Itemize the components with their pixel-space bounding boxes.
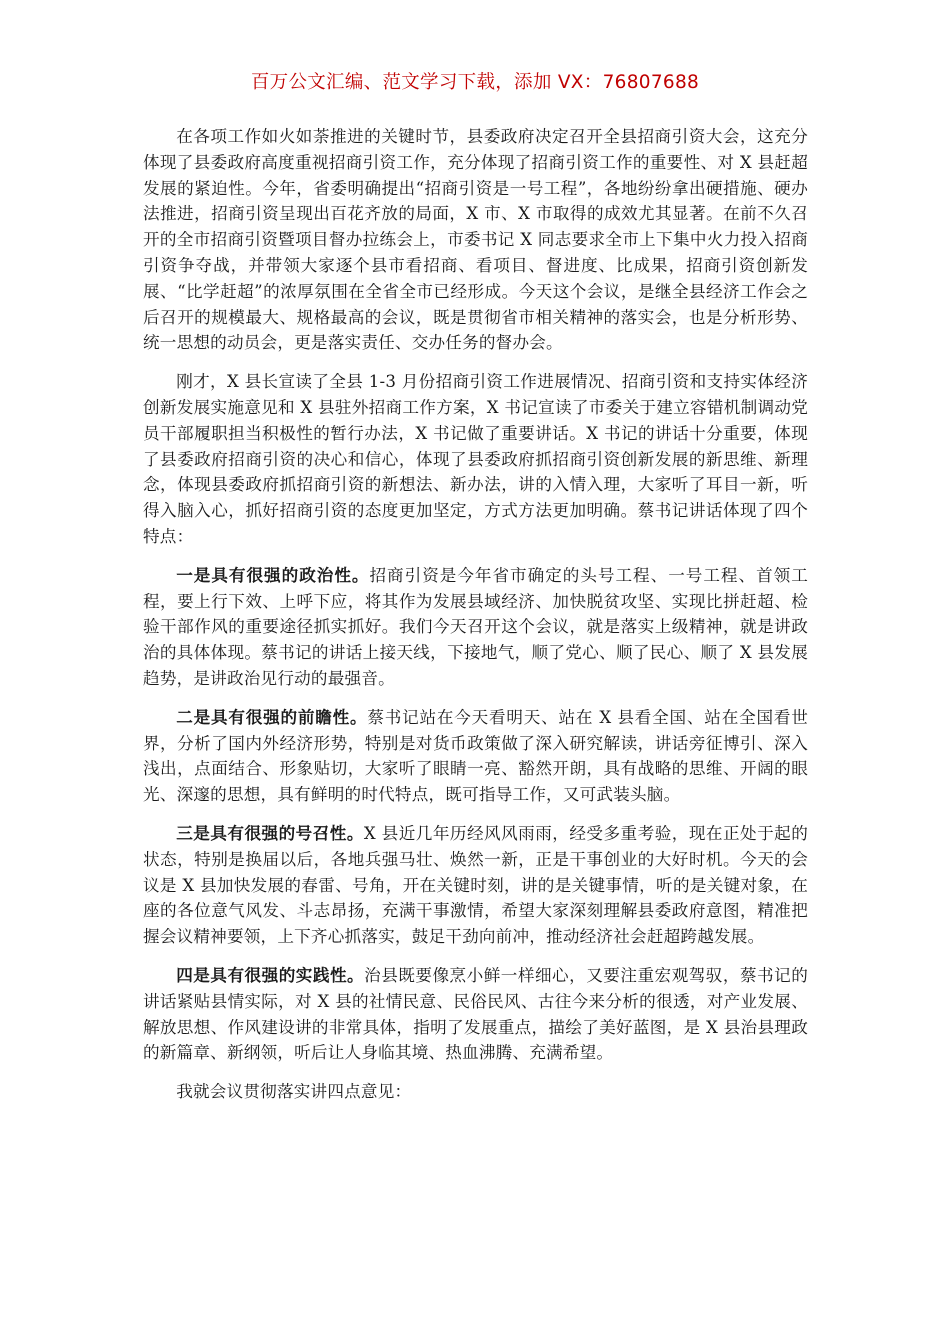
paragraph-text: 在各项工作如火如荼推进的关键时节，县委政府决定召开全县招商引资大会，这充分体现了县委政府高度重视招商引资工作，充分体现了招商引资工作的重要性、对 X 县赶超发展的紧迫性。今年，省委明确提出“招商引资是一号工程”，各地纷纷拿出硬措施、硬办法推进，招商引资呈现出百花齐放的局面，X 市、X 市取得的成效尤其显著。在前不久召开的全市招商引资暨项目督办拉练会上，市委书记 X 同志要求全市上下集中火力投入招商引资争夺战，并带领大家逐个县市看招商、看项目、督进度、比成果，招商引资创新发展、“比学赶超”的浓厚氛围在全省全市已经形成。今天这个会议，是继全县经济工作会之后召开的规模最大、规格最高的会议，既是贯彻省市相关精神的落实会，也是分析形势、统一思想的动员会，更是落实责任、交办任务的督办会。 xyxy=(143,127,808,353)
document-body xyxy=(143,124,808,1118)
paragraph-text: 蔡书记站在今天看明天、站在 X 县看全国、站在全国看世界，分析了国内外经济形势，特别是对货币政策做了深入研究解读，讲话旁征博引、深入浅出，点面结合、形象贴切，大家听了眼睛一亮、豁然开朗，具有战略的思维、开阔的眼光、深邃的思想，具有鲜明的时代特点，既可指导工作，又可武装头脑。 xyxy=(143,707,808,805)
paragraph-text: 治县既要像烹小鲜一样细心，又要注重宏观驾驭，蔡书记的讲话紧贴县情实际，对 X 县的社情民意、民俗民风、古往今来分析的很透，对产业发展、解放思想、作风建设讲的非常具体，指明了发展重点，描绘了美好蓝图，是 X 县治县理政的新篇章、新纲领，听后让人身临其境、热血沸腾、充满希望。 xyxy=(143,965,808,1063)
paragraph-lead: 一是具有很强的政治性。 xyxy=(176,564,370,585)
page-header-watermark: 百万公文汇编、范文学习下载，添加 VX：76807688 xyxy=(250,72,700,93)
paragraph-lead: 二是具有很强的前瞻性。 xyxy=(176,706,368,727)
paragraph-lead: 四是具有很强的实践性。 xyxy=(176,964,365,985)
paragraph-text: 刚才，X 县长宣读了全县 1-3 月份招商引资工作进展情况、招商引资和支持实体经济创新发展实施意见和 X 县驻外招商工作方案，X 书记宣读了市委关于建立容错机制调动党员干部履职担当积极性的暂行办法，X 书记做了重要讲话。X 书记的讲话十分重要，体现了县委政府招商引资的决心和信心，体现了县委政府抓招商引资创新发展的新思维、新理念，体现县委政府抓招商引资的新想法、新办法，讲的入情入理，大家听了耳目一新，听得入脑入心，抓好招商引资的态度更加坚定，方式方法更加明确。蔡书记讲话体现了四个特点： xyxy=(143,372,808,546)
paragraph-lead: 三是具有很强的号召性。 xyxy=(176,822,364,843)
paragraph-text: 招商引资是今年省市确定的头号工程、一号工程、首领工程，要上行下效、上呼下应，将其作为发展县域经济、加快脱贫攻坚、实现比拼赶超、检验干部作风的重要途径抓实抓好。我们今天召开这个会议，就是落实上级精神，就是讲政治的具体体现。蔡书记的讲话上接天线，下接地气，顺了党心、顺了民心、顺了 X 县发展趋势，是讲政治见行动的最强音。 xyxy=(143,565,809,688)
paragraph-point-4 xyxy=(143,963,808,1066)
paragraph-text: 我就会议贯彻落实讲四点意见： xyxy=(176,1082,412,1102)
paragraph-closing xyxy=(143,1079,808,1105)
paragraph-text: X 县近几年历经风风雨雨，经受多重考验，现在正处于起的状态，特别是换届以后，各地兵强马壮、焕然一新，正是干事创业的大好时机。今天的会议是 X 县加快发展的春雷、号角，开在关键时刻，讲的是关键事情，听的是关键对象，在座的各位意气风发、斗志昂扬，充满干事激情，希望大家深刻理解县委政府意图，精准把握会议精神要领，上下齐心抓落实，鼓足干劲向前冲，推动经济社会赶超跨越发展。 xyxy=(143,823,808,947)
paragraph-summary xyxy=(143,369,808,550)
paragraph-point-3 xyxy=(143,821,808,950)
paragraph-point-2 xyxy=(143,705,808,808)
paragraph-point-1 xyxy=(143,563,808,692)
paragraph-intro xyxy=(143,124,808,356)
